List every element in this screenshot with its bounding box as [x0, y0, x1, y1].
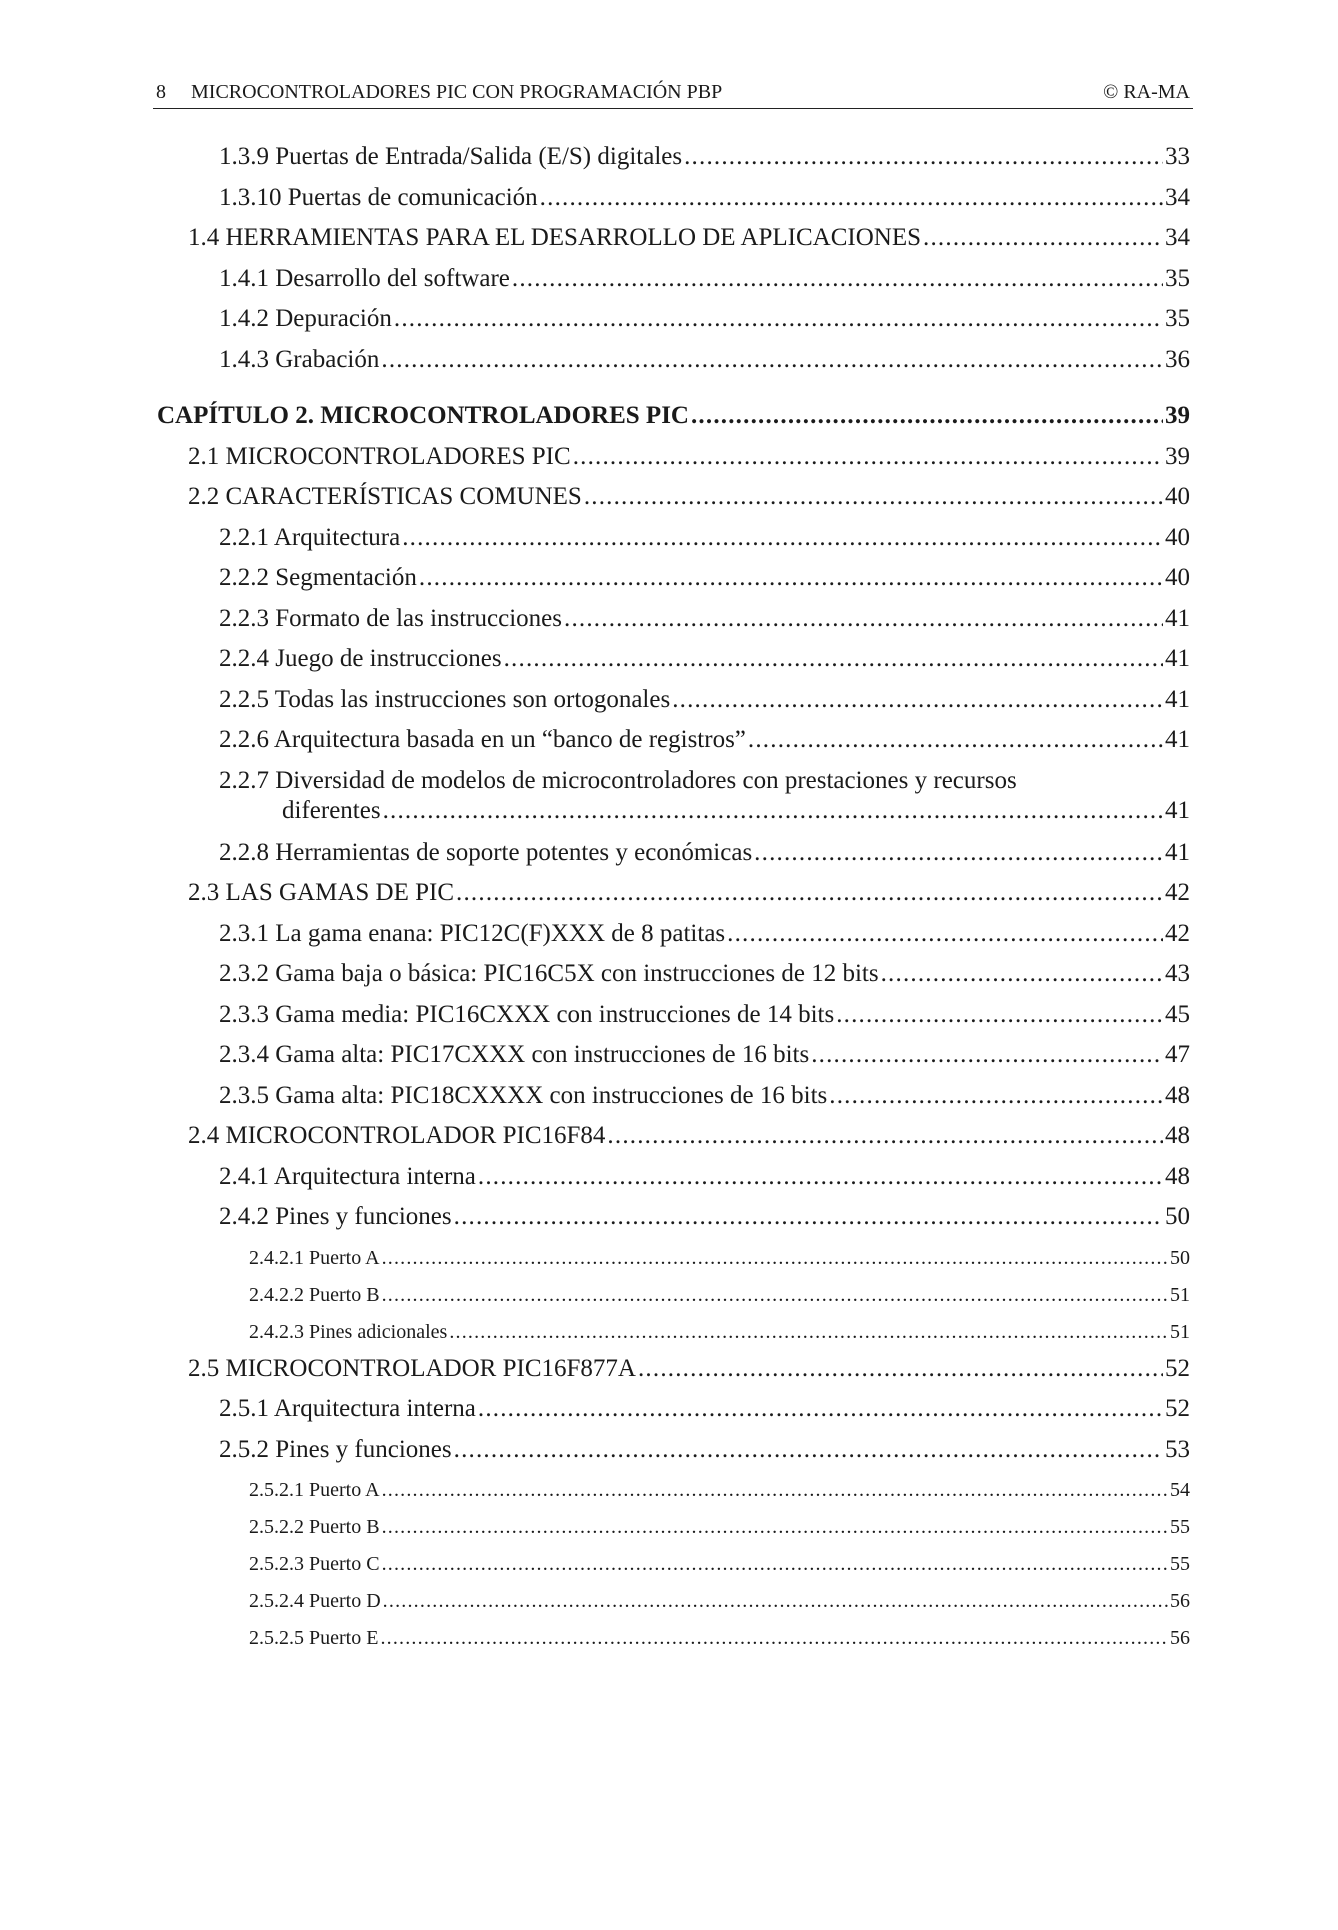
- dot-leader: [727, 919, 1163, 949]
- toc-entry-page: 35: [1165, 264, 1190, 292]
- toc-entry-title: CAPÍTULO 2. MICROCONTROLADORES PIC: [157, 402, 689, 429]
- toc-entry[interactable]: [0, 1354, 1190, 1395]
- toc-entry-page: 54: [1170, 1479, 1190, 1501]
- toc-entry[interactable]: [0, 959, 1190, 1000]
- toc-entry-page: 53: [1165, 1435, 1190, 1463]
- toc-entry-continuation-line: [219, 796, 1190, 826]
- toc-entry-title: 2.3.5 Gama alta: PIC18CXXXX con instrucciones de 16 bits: [219, 1081, 828, 1109]
- toc-entry-title: 2.2.1 Arquitectura: [219, 523, 401, 551]
- toc-entry[interactable]: [0, 1586, 1190, 1623]
- dot-leader: [382, 1512, 1168, 1542]
- toc-entry-title: 2.5.2.3 Puerto C: [249, 1553, 380, 1575]
- toc-entry-title: 1.4 HERRAMIENTAS PARA EL DESARROLLO DE APLICACIONES: [188, 224, 922, 251]
- toc-entry-page: 51: [1170, 1283, 1190, 1306]
- toc-entry-page: 33: [1165, 143, 1190, 170]
- toc-entry-page: 48: [1165, 1122, 1190, 1149]
- toc-entry-page: 55: [1170, 1553, 1190, 1575]
- running-header: [153, 78, 1193, 109]
- toc-entry-title: 1.4.3 Grabación: [219, 345, 380, 373]
- toc-entry-page: 42: [1165, 879, 1190, 906]
- toc-entry-title: 2.2.2 Segmentación: [219, 564, 417, 591]
- dot-leader: [402, 523, 1163, 553]
- toc-entry-page: 52: [1165, 1354, 1190, 1382]
- toc-entry[interactable]: [0, 1121, 1190, 1162]
- toc-entry-page: 47: [1165, 1041, 1190, 1068]
- toc-entry-page: 50: [1165, 1203, 1190, 1230]
- toc-entry-page: 36: [1165, 345, 1190, 373]
- toc-chapter-entry[interactable]: [0, 401, 1190, 442]
- dot-leader: [573, 442, 1163, 472]
- toc-entry-title: 2.5 MICROCONTROLADOR PIC16F877A: [188, 1354, 636, 1382]
- toc-entry-title: 2.2.4 Juego de instrucciones: [219, 645, 502, 672]
- toc-entry[interactable]: [0, 264, 1190, 305]
- toc-entry[interactable]: [0, 1394, 1190, 1435]
- dot-leader: [454, 1435, 1163, 1465]
- toc-entry-title: 1.4.1 Desarrollo del software: [219, 264, 510, 292]
- toc-entry-title: 2.5.1 Arquitectura interna: [219, 1395, 476, 1422]
- toc-entry[interactable]: [0, 604, 1190, 645]
- toc-entry-page: 41: [1165, 726, 1190, 753]
- toc-entry-title: 2.2.5 Todas las instrucciones son ortogonales: [219, 685, 671, 713]
- toc-entry-page: 40: [1165, 523, 1190, 551]
- toc-entry-page: 34: [1165, 183, 1190, 211]
- dot-leader: [748, 725, 1163, 755]
- toc-entry[interactable]: [0, 1475, 1190, 1512]
- dot-leader: [382, 1475, 1168, 1505]
- toc-entry-title: 2.5.2.5 Puerto E: [249, 1627, 379, 1649]
- toc-entry[interactable]: [0, 1280, 1190, 1317]
- toc-entry[interactable]: [0, 223, 1190, 264]
- toc-entry-title: 2.4.2.3 Pines adicionales: [249, 1320, 448, 1343]
- dot-leader: [923, 223, 1163, 253]
- dot-leader: [564, 604, 1163, 634]
- dot-leader: [512, 264, 1163, 294]
- dot-leader: [383, 1586, 1168, 1616]
- toc-entry-title: 2.5.2.1 Puerto A: [249, 1479, 380, 1501]
- toc-entry[interactable]: [0, 304, 1190, 345]
- toc-entry-page: 39: [1165, 402, 1190, 429]
- dot-leader: [691, 401, 1163, 431]
- toc-entry-page: 45: [1165, 1000, 1190, 1028]
- toc-entry-page: 48: [1165, 1081, 1190, 1109]
- toc-entry-title: 1.3.10 Puertas de comunicación: [219, 183, 538, 211]
- toc-entry-title: 2.5.2.4 Puerto D: [249, 1590, 381, 1612]
- toc-entry-title: 2.4.2 Pines y funciones: [219, 1203, 452, 1230]
- toc-entry-title: 2.5.2.2 Puerto B: [249, 1516, 380, 1538]
- toc-entry-title: 2.5.2 Pines y funciones: [219, 1435, 452, 1463]
- toc-entry[interactable]: [0, 142, 1190, 183]
- toc-entry-title: 2.3.4 Gama alta: PIC17CXXX con instrucciones de 16 bits: [219, 1041, 810, 1068]
- dot-leader: [836, 1000, 1163, 1030]
- dot-leader: [380, 1623, 1168, 1653]
- dot-leader: [638, 1354, 1163, 1384]
- dot-leader: [382, 1549, 1168, 1579]
- dot-leader: [584, 482, 1163, 512]
- dot-leader: [478, 1394, 1163, 1424]
- toc-entry[interactable]: [0, 1317, 1190, 1354]
- toc-entry[interactable]: [0, 1435, 1190, 1476]
- dot-leader: [672, 685, 1163, 715]
- toc-entry[interactable]: [0, 345, 1190, 386]
- toc-entry-title: 2.3 LAS GAMAS DE PIC: [188, 879, 455, 906]
- toc-entry[interactable]: [0, 685, 1190, 726]
- toc-entry[interactable]: [0, 644, 1190, 685]
- toc-entry-page: 56: [1170, 1590, 1190, 1612]
- toc-entry[interactable]: [0, 1623, 1190, 1660]
- toc-entry[interactable]: [0, 563, 1190, 604]
- toc-entry-page: 35: [1165, 305, 1190, 332]
- toc-entry[interactable]: [0, 1202, 1190, 1243]
- dot-leader: [449, 1317, 1168, 1347]
- dot-leader: [754, 838, 1163, 868]
- table-of-contents: [0, 142, 1338, 1660]
- toc-entry[interactable]: [0, 766, 1190, 838]
- toc-entry[interactable]: [0, 878, 1190, 919]
- toc-entry-page: 41: [1165, 604, 1190, 632]
- dot-leader: [881, 959, 1163, 989]
- toc-entry[interactable]: [0, 1162, 1190, 1203]
- toc-entry[interactable]: [0, 183, 1190, 224]
- toc-entry-page: 40: [1165, 564, 1190, 591]
- dot-leader: [607, 1121, 1163, 1151]
- toc-entry-title: 2.3.2 Gama baja o básica: PIC16C5X con instrucciones de 12 bits: [219, 960, 879, 987]
- dot-leader: [829, 1081, 1163, 1111]
- toc-entry-title: 2.2 CARACTERÍSTICAS COMUNES: [188, 483, 582, 510]
- toc-entry-title: 2.4.1 Arquitectura interna: [219, 1162, 476, 1190]
- toc-entry-page: 39: [1165, 442, 1190, 470]
- toc-entry-page: 48: [1165, 1162, 1190, 1190]
- toc-entry[interactable]: [0, 919, 1190, 960]
- toc-entry-page: 50: [1170, 1246, 1190, 1269]
- toc-entry[interactable]: [0, 838, 1190, 879]
- toc-entry-title: 2.2.7 Diversidad de modelos de microcontroladores con prestaciones y recursos: [219, 766, 1017, 794]
- toc-entry[interactable]: [0, 1243, 1190, 1280]
- toc-entry-page: 41: [1165, 685, 1190, 713]
- toc-entry[interactable]: [0, 1081, 1190, 1122]
- dot-leader: [419, 563, 1163, 593]
- dot-leader: [454, 1202, 1163, 1232]
- toc-entry-page: 55: [1170, 1516, 1190, 1538]
- toc-entry-page: 34: [1165, 224, 1190, 251]
- toc-entry[interactable]: [0, 725, 1190, 766]
- toc-entry-page: 42: [1165, 919, 1190, 947]
- dot-leader: [540, 183, 1163, 213]
- toc-entry-title: 2.4.2.2 Puerto B: [249, 1283, 380, 1306]
- toc-entry-title: 2.4 MICROCONTROLADOR PIC16F84: [188, 1122, 606, 1149]
- toc-entry-title: 2.1 MICROCONTROLADORES PIC: [188, 442, 571, 470]
- toc-entry-page: 40: [1165, 483, 1190, 510]
- toc-entry-page: 43: [1165, 960, 1190, 987]
- toc-entry-page: 41: [1165, 645, 1190, 672]
- toc-entry-page: 52: [1165, 1395, 1190, 1422]
- toc-entry-title: 2.4.2.1 Puerto A: [249, 1246, 380, 1269]
- toc-entry[interactable]: [0, 1549, 1190, 1586]
- toc-entry-title: 1.3.9 Puertas de Entrada/Salida (E/S) digitales: [219, 143, 683, 170]
- page-number: 8: [156, 81, 166, 103]
- dot-leader: [381, 345, 1163, 375]
- toc-entry-page: 41: [1165, 838, 1190, 866]
- toc-entry-page: 51: [1170, 1320, 1190, 1343]
- toc-entry-title: 2.3.1 La gama enana: PIC12C(F)XXX de 8 patitas: [219, 919, 726, 947]
- toc-entry[interactable]: [0, 1000, 1190, 1041]
- dot-leader: [811, 1040, 1163, 1070]
- toc-entry-title: 2.2.8 Herramientas de soporte potentes y económicas: [219, 838, 753, 866]
- toc-entry-title: 2.2.3 Formato de las instrucciones: [219, 604, 562, 632]
- dot-leader: [478, 1162, 1163, 1192]
- dot-leader: [684, 142, 1163, 172]
- toc-entry-title: 2.3.3 Gama media: PIC16CXXX con instrucciones de 14 bits: [219, 1000, 835, 1028]
- dot-leader: [394, 304, 1163, 334]
- dot-leader: [382, 1280, 1168, 1310]
- toc-entry[interactable]: [0, 523, 1190, 564]
- dot-leader: [456, 878, 1163, 908]
- dot-leader: [383, 796, 1163, 826]
- toc-entry-page: 41: [1165, 796, 1190, 824]
- book-title: MICROCONTROLADORES PIC CON PROGRAMACIÓN PBP: [191, 81, 723, 103]
- toc-entry[interactable]: [0, 1512, 1190, 1549]
- toc-entry-title: 2.2.6 Arquitectura basada en un “banco de registros”: [219, 726, 746, 753]
- dot-leader: [382, 1243, 1168, 1273]
- publisher: © RA-MA: [1103, 81, 1190, 103]
- toc-entry[interactable]: [0, 482, 1190, 523]
- toc-entry-page: 56: [1170, 1627, 1190, 1649]
- toc-entry[interactable]: [0, 442, 1190, 483]
- toc-entry-title-continuation: diferentes: [282, 796, 381, 824]
- dot-leader: [504, 644, 1163, 674]
- toc-entry-title: 1.4.2 Depuración: [219, 305, 392, 332]
- toc-entry[interactable]: [0, 1040, 1190, 1081]
